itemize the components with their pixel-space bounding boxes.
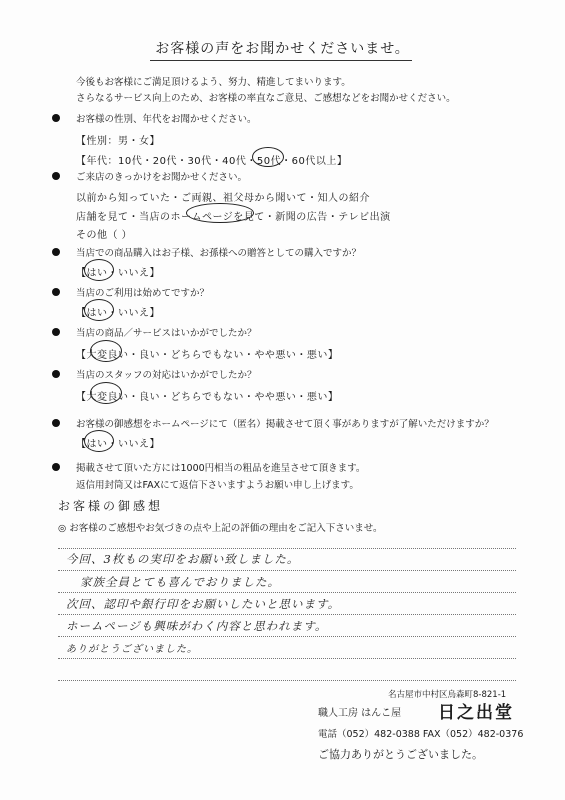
writing-line	[58, 548, 516, 549]
bullet-icon	[52, 248, 60, 256]
shop-workshop: 職人工房 はんこ屋	[318, 708, 402, 719]
answer-reason-line-1: 以前から知っていた・ご両親、祖父母から聞いて・知人の紹介	[76, 193, 370, 204]
answer-gift: 【はい・いいえ】	[76, 268, 160, 279]
question-gender-age: お客様の性別、年代をお聞かせください。	[76, 114, 257, 125]
writing-line	[58, 658, 516, 659]
intro-line-2: さらなるサービス向上のため、お客様の率直なご意見、ご感想などをお聞かせください。	[76, 93, 456, 104]
title-underline	[150, 60, 412, 61]
writing-line	[58, 592, 516, 593]
selection-circle-yes	[84, 299, 114, 321]
gift-notice-line-2: 返信用封筒又はFAXにて返信下さいますようお願い申し上げます。	[76, 480, 359, 491]
handwritten-line-5: ありがとうございました。	[66, 644, 198, 655]
bullet-icon	[52, 288, 60, 296]
bullet-icon	[52, 370, 60, 378]
thanks-message: ご協力ありがとうございました。	[318, 748, 483, 761]
answer-age: 【年代：10代・20代・30代・40代・50代・60代以上】	[76, 156, 348, 167]
selection-circle-very	[90, 340, 122, 362]
shop-logo: 日之出堂	[438, 703, 514, 723]
bullet-icon	[52, 419, 60, 427]
selection-circle-homepage	[186, 203, 254, 223]
bullet-icon	[52, 463, 60, 471]
handwritten-line-4: ホームページも興味がわく内容と思われます。	[66, 619, 328, 633]
feedback-note: ◎ お客様のご感想やお気づきの点や上記の評価の理由をご記入下さいませ。	[58, 523, 383, 534]
page-title: お客様の声をお聞かせくださいませ。	[155, 41, 410, 57]
question-product-service: 当店の商品／サービスはいかがでしたか？	[76, 328, 257, 339]
selection-circle-very	[90, 382, 122, 404]
answer-reason-other: その他（ ）	[76, 230, 133, 241]
bullet-icon	[52, 172, 60, 180]
answer-gender: 【性別：男・女】	[76, 136, 160, 147]
shop-address: 名古屋市中村区烏森町8-821-1	[388, 690, 507, 700]
answer-publish-consent: 【はい・いいえ】	[76, 439, 160, 450]
handwritten-line-3: 次回、認印や銀行印をお願いしたいと思います。	[66, 597, 341, 611]
bullet-icon	[52, 114, 60, 122]
question-gift: 当店での商品購入はお子様、お孫様への贈答としての購入ですか？	[76, 248, 362, 259]
bullet-icon	[52, 328, 60, 336]
handwritten-line-2: 家族全員とても喜んでおりました。	[80, 575, 280, 589]
answer-reason-line-2: 店舗を見て・当店のホームページを見て・新聞の広告・テレビ出演	[76, 212, 391, 223]
answer-first-visit: 【はい・いいえ】	[76, 308, 160, 319]
writing-line	[58, 570, 516, 571]
shop-phone-fax: 電話（052）482-0388 FAX（052）482-0376	[318, 729, 524, 740]
question-staff: 当店のスタッフの対応はいかがでしたか？	[76, 370, 257, 381]
intro-line-1: 今後もお客様にご満足頂けるよう、努力、精進してまいります。	[76, 77, 351, 88]
question-publish-consent: お客様の御感想をホームページにて（匿名）掲載させて頂く事がありますが了解いただけますか？	[76, 419, 494, 430]
question-visit-reason: ご来店のきっかけをお聞かせください。	[76, 172, 248, 183]
question-first-visit: 当店のご利用は始めてですか？	[76, 288, 210, 299]
feedback-title: お客様の御感想	[58, 499, 164, 513]
selection-circle-50s	[252, 147, 284, 167]
handwritten-line-1: 今回、3枚もの実印をお願い致しました。	[66, 552, 300, 566]
writing-line	[58, 614, 516, 615]
answer-product-service: 【大変良い・良い・どちらでもない・やや悪い・悪い】	[76, 350, 339, 361]
selection-circle-yes	[84, 259, 114, 281]
writing-line	[58, 636, 516, 637]
selection-circle-yes	[84, 430, 114, 452]
gift-notice-line-1: 掲載させて頂いた方には1000円相当の粗品を進呈させて頂きます。	[76, 463, 366, 474]
answer-staff: 【大変良い・良い・どちらでもない・やや悪い・悪い】	[76, 392, 339, 403]
writing-line	[58, 680, 516, 681]
